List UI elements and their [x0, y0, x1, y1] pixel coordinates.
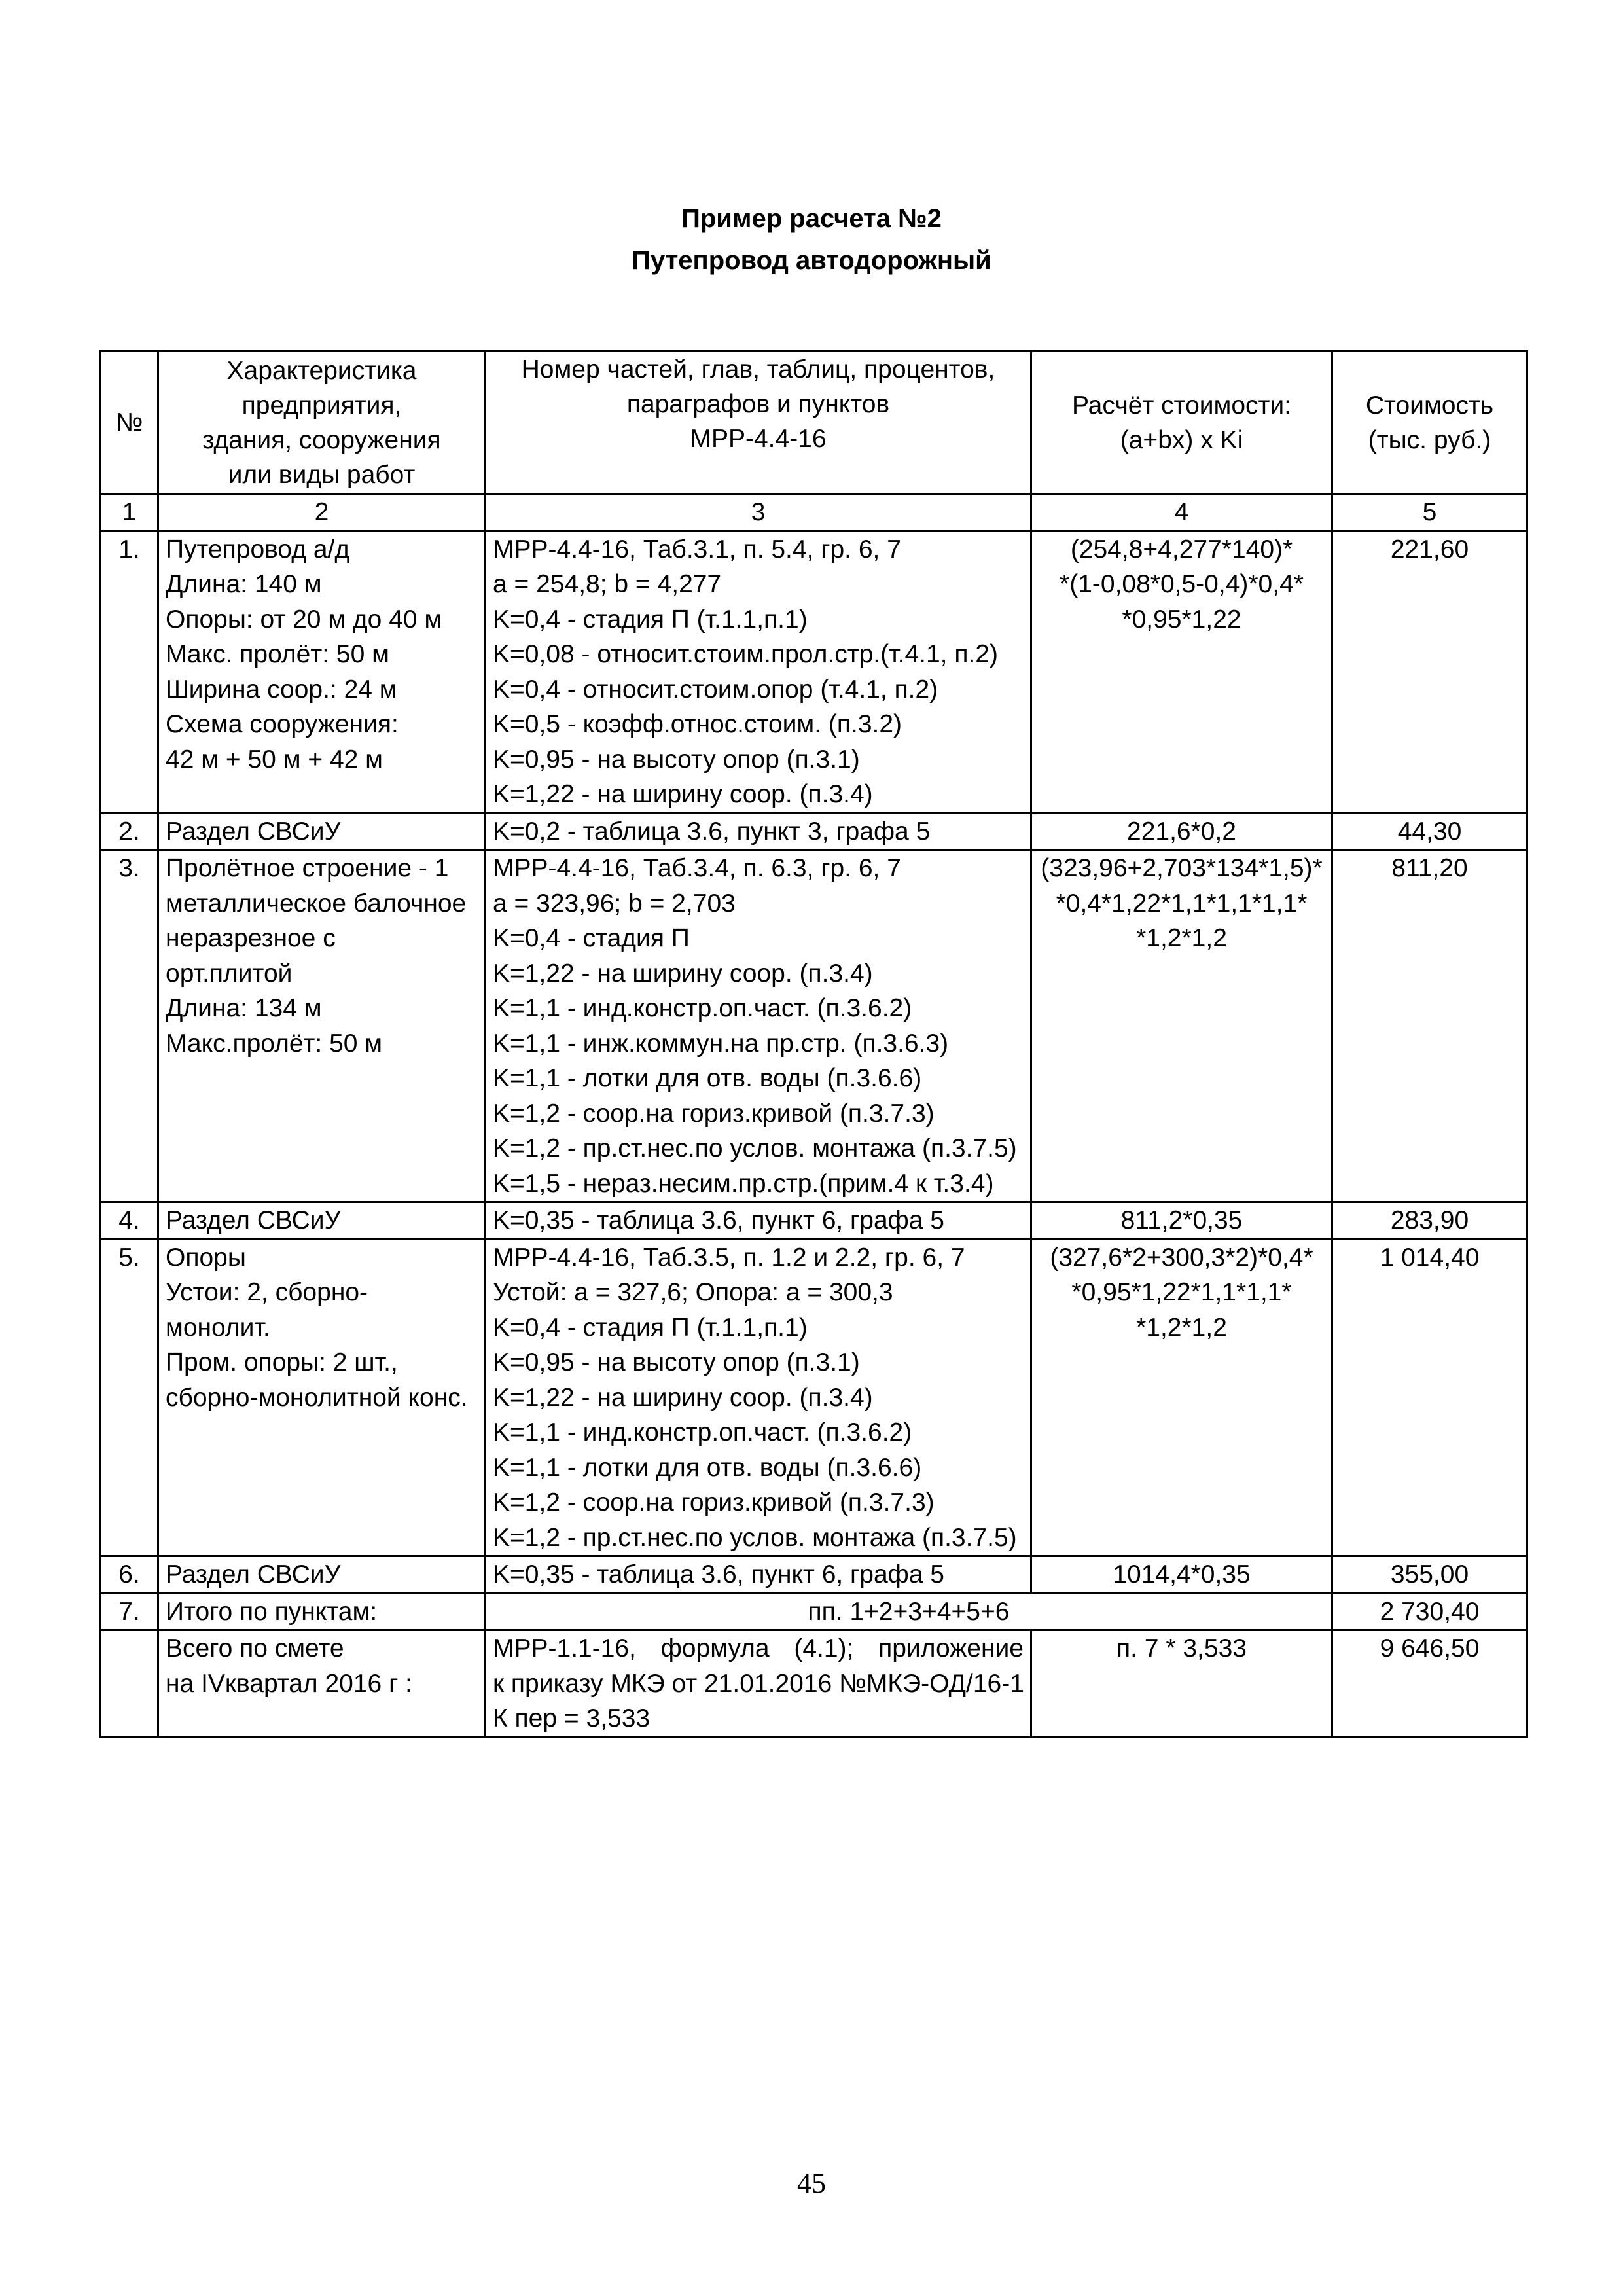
cell-line: K=0,4 - стадия П — [493, 924, 690, 952]
row-cost: 811,20 — [1332, 850, 1527, 1202]
header-number: № — [101, 351, 158, 494]
cell-line: 1014,4*0,35 — [1113, 1560, 1251, 1588]
column-number: 2 — [158, 494, 486, 531]
row-description — [158, 850, 486, 1202]
cell-line: Путепровод а/д — [166, 535, 350, 564]
cell-line: K=0,5 - коэфф.относ.стоим. (п.3.2) — [493, 710, 902, 738]
cell-line: K=0,35 - таблица 3.6, пункт 6, графа 5 — [493, 1206, 944, 1234]
header-references: Номер частей, глав, таблиц, процентов, параграфов и пунктов МРР-4.4-16 — [486, 351, 1031, 494]
cell-line: K=0,08 - относит.стоим.прол.стр.(т.4.1, п.2) — [493, 640, 998, 668]
row-number: 3. — [101, 850, 158, 1202]
cell-line: Макс. пролёт: 50 м — [166, 640, 389, 668]
row-description — [158, 1202, 486, 1240]
cell-line: K=1,2 - пр.ст.нес.по услов. монтажа (п.3.7.5) — [493, 1523, 1017, 1552]
row-calculation — [1031, 1556, 1332, 1594]
grand-total-row — [101, 1630, 1527, 1738]
table-row — [101, 1202, 1527, 1240]
cell-line: K=0,4 - относит.стоим.опор (т.4.1, п.2) — [493, 675, 938, 704]
cell-line: *0,4*1,22*1,1*1,1*1,1* — [1056, 889, 1308, 918]
table-row — [101, 1239, 1527, 1556]
row-calculation — [1031, 1239, 1332, 1556]
row-cost: 355,00 — [1332, 1556, 1527, 1594]
row-description — [158, 1556, 486, 1594]
cell-line: металлическое балочное — [166, 889, 467, 918]
table-row — [101, 850, 1527, 1202]
header-description: Характеристика предприятия, здания, сооружения или виды работ — [158, 351, 486, 494]
row-calculation — [1031, 813, 1332, 850]
total-number: 7. — [101, 1593, 158, 1630]
cell-line: a = 323,96; b = 2,703 — [493, 889, 736, 918]
row-number: 2. — [101, 813, 158, 850]
row-calculation — [1031, 850, 1332, 1202]
row-references — [486, 531, 1031, 813]
row-references — [486, 1239, 1031, 1556]
cell-line: K=1,2 - пр.ст.нес.по услов. монтажа (п.3.7.5) — [493, 1134, 1017, 1162]
cell-line: 811,2*0,35 — [1120, 1206, 1243, 1234]
cell-line: неразрезное с — [166, 924, 336, 952]
cell-line: *(1-0,08*0,5-0,4)*0,4* — [1060, 570, 1304, 598]
row-cost: 1 014,40 — [1332, 1239, 1527, 1556]
row-references — [486, 1202, 1031, 1240]
column-number: 5 — [1332, 494, 1527, 531]
row-cost: 44,30 — [1332, 813, 1527, 850]
cell-line: Устой: a = 327,6; Опора: a = 300,3 — [493, 1278, 893, 1306]
cell-line: *1,2*1,2 — [1136, 1313, 1227, 1342]
cell-line: K=0,95 - на высоту опор (п.3.1) — [493, 745, 860, 774]
cell-line: 42 м + 50 м + 42 м — [166, 745, 383, 774]
cell-line: K=1,1 - лотки для отв. воды (п.3.6.6) — [493, 1064, 922, 1092]
grand-total-cost: 9 646,50 — [1332, 1630, 1527, 1738]
cell-line: орт.плитой — [166, 959, 293, 988]
cell-line: K=1,22 - на ширину соор. (п.3.4) — [493, 1383, 873, 1412]
cell-line: Ширина соор.: 24 м — [166, 675, 397, 704]
row-number: 4. — [101, 1202, 158, 1240]
cell-line: Опоры: от 20 м до 40 м — [166, 605, 442, 634]
row-references — [486, 850, 1031, 1202]
total-row — [101, 1593, 1527, 1630]
header-calculation: Расчёт стоимости: (a+bx) x Ki — [1031, 351, 1332, 494]
row-number: 5. — [101, 1239, 158, 1556]
cell-line: K=1,22 - на ширину соор. (п.3.4) — [493, 780, 873, 808]
cell-line: K=1,1 - лотки для отв. воды (п.3.6.6) — [493, 1453, 922, 1482]
cell-line: Пром. опоры: 2 шт., — [166, 1348, 398, 1376]
cell-line: K=1,22 - на ширину соор. (п.3.4) — [493, 959, 873, 988]
cell-line: Раздел СВСиУ — [166, 1206, 341, 1234]
cell-line: Схема сооружения: — [166, 710, 399, 738]
table-row — [101, 813, 1527, 850]
grand-total-calculation: п. 7 * 3,533 — [1031, 1630, 1332, 1738]
total-formula: пп. 1+2+3+4+5+6 — [486, 1593, 1332, 1630]
row-description — [158, 1239, 486, 1556]
cell-line: Пролётное строение - 1 — [166, 854, 449, 882]
cell-line: K=0,35 - таблица 3.6, пункт 6, графа 5 — [493, 1560, 944, 1588]
cell-line: монолит. — [166, 1313, 270, 1342]
cell-line: (254,8+4,277*140)* — [1070, 535, 1293, 564]
cell-line: *1,2*1,2 — [1136, 924, 1227, 952]
row-calculation — [1031, 531, 1332, 813]
cell-line: Длина: 140 м — [166, 570, 322, 598]
cell-line: Всего по смете — [166, 1634, 344, 1662]
row-references — [486, 813, 1031, 850]
cell-line: МРР-4.4-16, Таб.3.4, п. 6.3, гр. 6, 7 — [493, 854, 901, 882]
cell-line: K=0,2 - таблица 3.6, пункт 3, графа 5 — [493, 817, 931, 846]
cell-line: к приказу МКЭ от 21.01.2016 №МКЭ-ОД/16-1 — [493, 1669, 1024, 1698]
cell-line: K=1,2 - соор.на гориз.кривой (п.3.7.3) — [493, 1488, 935, 1516]
cell-line: a = 254,8; b = 4,277 — [493, 570, 722, 598]
total-label: Итого по пунктам: — [158, 1593, 486, 1630]
cell-line: *0,95*1,22 — [1122, 605, 1241, 634]
cell-line: K=1,2 - соор.на гориз.кривой (п.3.7.3) — [493, 1099, 935, 1128]
cell-line: Устои: 2, сборно- — [166, 1278, 368, 1306]
cell-line: Макс.пролёт: 50 м — [166, 1029, 383, 1058]
header-row — [101, 351, 1527, 494]
cell-line: K=1,1 - инж.коммун.на пр.стр. (п.3.6.3) — [493, 1029, 949, 1058]
cell-line: K=0,4 - стадия П (т.1.1,п.1) — [493, 605, 808, 634]
cell-line: K=0,4 - стадия П (т.1.1,п.1) — [493, 1313, 808, 1342]
cell-line: Раздел СВСиУ — [166, 1560, 341, 1588]
table-row — [101, 1556, 1527, 1594]
cell-line: Длина: 134 м — [166, 994, 322, 1022]
row-references — [486, 1556, 1031, 1594]
column-number: 4 — [1031, 494, 1332, 531]
cost-calculation-table — [99, 350, 1528, 1738]
cell-line: K=1,1 - инд.констр.оп.част. (п.3.6.2) — [493, 994, 912, 1022]
cell-line: Опоры — [166, 1243, 246, 1272]
cell-line: (323,96+2,703*134*1,5)* — [1041, 854, 1323, 882]
row-number: 6. — [101, 1556, 158, 1594]
cell-line: (327,6*2+300,3*2)*0,4* — [1050, 1243, 1313, 1272]
cell-line: К пер = 3,533 — [493, 1704, 651, 1732]
grand-total-number — [101, 1630, 158, 1738]
column-number: 3 — [486, 494, 1031, 531]
cell-line: Раздел СВСиУ — [166, 817, 341, 846]
grand-total-description — [158, 1630, 486, 1738]
cell-line: K=1,5 - нераз.несим.пр.стр.(прим.4 к т.3.4) — [493, 1169, 994, 1198]
row-description — [158, 531, 486, 813]
document-title: Пример расчета №2 — [681, 204, 942, 233]
column-number: 1 — [101, 494, 158, 531]
cell-line: *0,95*1,22*1,1*1,1* — [1071, 1278, 1292, 1306]
table-row — [101, 531, 1527, 813]
row-calculation — [1031, 1202, 1332, 1240]
header-cost: Стоимость (тыс. руб.) — [1332, 351, 1527, 494]
cell-line: МРР-1.1-16, формула (4.1); приложение — [493, 1634, 1024, 1662]
row-cost: 283,90 — [1332, 1202, 1527, 1240]
document-subtitle: Путепровод автодорожный — [632, 246, 991, 275]
cell-line: сборно-монолитной конс. — [166, 1383, 468, 1412]
cell-line: на IVквартал 2016 г : — [166, 1669, 412, 1698]
cell-line: МРР-4.4-16, Таб.3.1, п. 5.4, гр. 6, 7 — [493, 535, 901, 564]
cell-line: K=0,95 - на высоту опор (п.3.1) — [493, 1348, 860, 1376]
row-number: 1. — [101, 531, 158, 813]
cell-line: МРР-4.4-16, Таб.3.5, п. 1.2 и 2.2, гр. 6, 7 — [493, 1243, 965, 1272]
grand-total-references — [486, 1630, 1031, 1738]
row-cost: 221,60 — [1332, 531, 1527, 813]
page-number: 45 — [797, 2167, 826, 2199]
cell-line: 221,6*0,2 — [1127, 817, 1236, 846]
column-number-row — [101, 494, 1527, 531]
row-description — [158, 813, 486, 850]
cell-line: K=1,1 - инд.констр.оп.част. (п.3.6.2) — [493, 1418, 912, 1446]
total-cost: 2 730,40 — [1332, 1593, 1527, 1630]
